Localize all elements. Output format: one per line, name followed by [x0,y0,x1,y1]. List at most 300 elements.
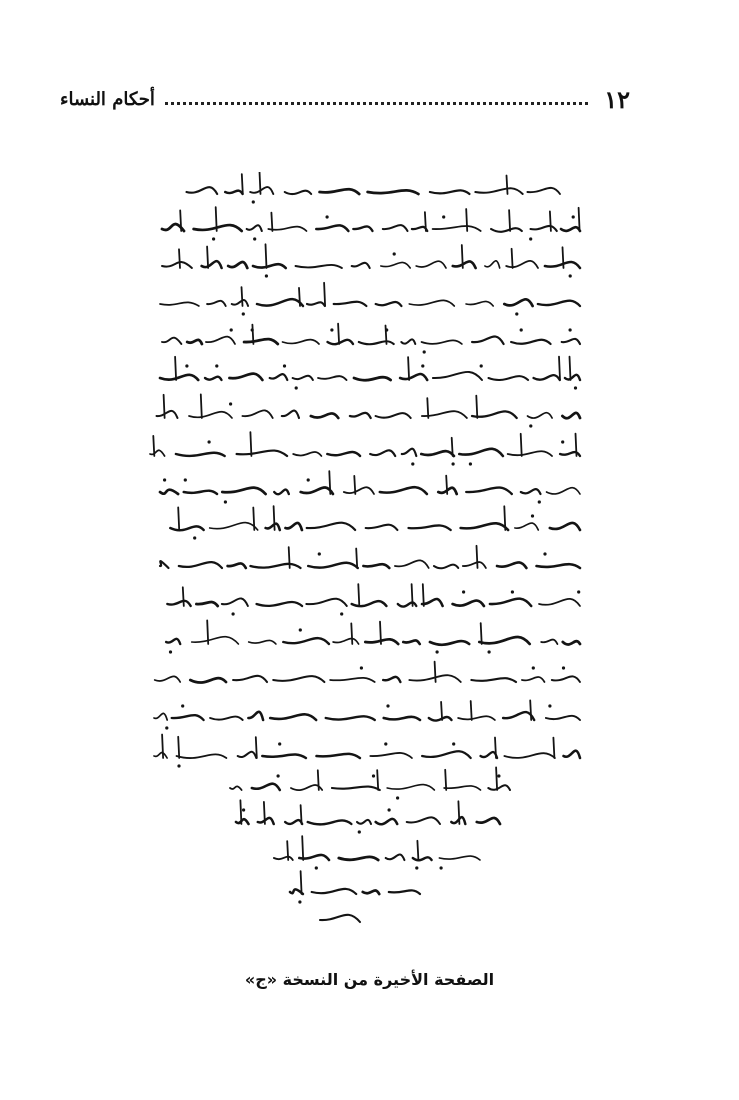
ink-stroke [400,374,427,380]
ink-stroke [530,700,531,720]
ink-stroke [422,751,471,758]
ink-stroke [429,717,452,721]
ink-stroke [541,640,557,644]
ink-stroke [262,754,306,758]
ink-stroke [167,601,190,606]
manuscript-line [162,324,580,354]
ink-stroke [461,523,509,530]
ink-stroke [423,584,424,606]
running-header [60,84,630,114]
ink-stroke [176,453,225,456]
ink-stroke [458,801,459,824]
ink-stroke [222,598,248,606]
ink-stroke [330,678,375,682]
manuscript-line [167,584,580,616]
ink-stroke [250,564,300,568]
ink-stroke [179,249,180,268]
ink-stroke [512,249,513,268]
ink-stroke [485,261,500,268]
ink-stroke [175,357,176,380]
ink-stroke [252,784,280,790]
ink-stroke [160,375,198,380]
ink-stroke [521,489,541,494]
ink-stroke [237,451,288,456]
ink-dot [277,774,280,777]
manuscript-line [230,767,510,799]
ink-stroke [550,523,580,530]
ink-stroke [408,357,409,380]
ink-stroke [253,508,254,531]
ink-dot [360,666,363,669]
ink-stroke [179,562,222,568]
manuscript-line [290,871,420,903]
ink-stroke [232,300,248,306]
ink-stroke [320,915,360,922]
ink-stroke [238,752,257,758]
ink-dot [278,742,281,745]
ink-stroke [201,394,202,418]
manuscript-line [160,283,580,316]
ink-dot [283,364,286,367]
ink-stroke [534,375,560,380]
ink-dot [358,830,361,833]
page-number: ١٢ [604,84,630,114]
ink-stroke [370,450,395,456]
ink-stroke [306,599,347,606]
ink-dot [562,666,565,669]
ink-stroke [471,701,472,720]
ink-stroke [466,301,493,306]
ink-stroke [553,738,554,758]
ink-stroke [228,262,247,268]
ink-stroke [352,601,387,606]
ink-stroke [266,524,280,530]
ink-stroke [286,523,302,530]
ink-stroke [503,712,534,720]
ink-dot [515,312,518,315]
ink-dot [232,612,235,615]
ink-stroke [301,871,302,894]
ink-stroke [358,584,359,606]
ink-stroke [247,225,262,231]
ink-stroke [398,602,417,606]
ink-stroke [441,702,442,720]
ink-stroke [537,564,581,568]
ink-dot [184,478,187,481]
ink-stroke [559,357,560,380]
ink-stroke [435,662,436,682]
ink-stroke [354,377,391,380]
ink-stroke [233,676,267,682]
ink-stroke [463,562,486,568]
ink-stroke [413,857,432,860]
ink-stroke [256,737,257,758]
ink-stroke [386,326,387,345]
ink-stroke [206,337,235,344]
ink-stroke [546,716,580,720]
ink-stroke [453,601,484,606]
ink-stroke [402,449,417,456]
ink-dot [548,704,551,707]
ink-dot [252,200,255,203]
ink-stroke [425,212,426,231]
ink-stroke [162,735,163,759]
ink-stroke [160,490,178,494]
ink-stroke [462,245,463,268]
ink-dot [165,726,168,729]
ink-dot [462,590,465,593]
ink-stroke [252,325,253,344]
ink-stroke [229,374,262,380]
ink-dot [532,666,535,669]
ink-dot [538,500,541,503]
ink-stroke [187,187,218,194]
ink-stroke [352,263,370,268]
ink-stroke [368,190,419,194]
ink-stroke [205,377,222,380]
ink-dot [423,350,426,353]
ink-stroke [285,820,302,824]
ink-stroke [506,261,538,268]
ink-stroke [476,396,477,418]
ink-dot [421,364,424,367]
ink-stroke [353,226,372,231]
ink-stroke [481,752,498,758]
ink-stroke [477,818,500,824]
ink-stroke [308,820,352,824]
ink-stroke [338,324,339,344]
ink-stroke [184,491,217,494]
ink-stroke [178,507,179,530]
ink-dot [208,440,211,443]
ink-stroke [260,172,261,194]
ink-stroke [289,547,290,568]
ink-stroke [339,857,378,860]
ink-stroke [271,213,272,231]
ink-stroke [318,770,319,790]
ink-stroke [565,375,580,380]
ink-dot [384,742,387,745]
ink-stroke [154,713,167,720]
ink-stroke [489,376,529,380]
manuscript-line [162,244,580,277]
ink-stroke [421,451,454,456]
ink-stroke [230,786,242,790]
ink-dot [488,650,491,653]
ink-stroke [363,564,389,568]
ink-stroke [538,301,580,306]
ink-dot [242,808,245,811]
ink-dot [295,386,298,389]
ink-stroke [273,676,324,682]
ink-stroke [562,413,580,418]
ink-stroke [570,357,571,380]
ink-stroke [497,562,526,568]
ink-dot [561,440,564,443]
ink-stroke [527,188,560,194]
manuscript-line [170,506,580,539]
ink-stroke [466,209,467,231]
ink-stroke [301,487,333,494]
ink-stroke [422,340,462,344]
ink-stroke [250,432,251,456]
ink-stroke [504,753,555,758]
ink-stroke [333,638,359,644]
figure-caption: الصفحة الأخيرة من النسخة «ج» [244,970,495,989]
manuscript-line [162,207,580,240]
ink-stroke [264,802,265,824]
ink-stroke [434,565,458,569]
ink-stroke [293,376,313,380]
ink-stroke [376,819,398,824]
ink-stroke [383,677,400,682]
ink-stroke [329,471,330,494]
ink-stroke [318,376,346,380]
ink-stroke [477,546,478,568]
ink-stroke [357,820,371,824]
ink-stroke [380,622,381,644]
ink-stroke [283,638,329,644]
ink-stroke [160,561,169,568]
ink-stroke [170,526,203,530]
ink-dot [307,478,310,481]
ink-stroke [317,754,360,758]
ink-stroke [154,753,167,758]
ink-stroke [384,717,420,720]
dotted-leader [165,102,588,105]
ink-dot [436,650,439,653]
ink-dot [265,274,268,277]
ink-stroke [387,785,434,790]
ink-dot [326,215,329,218]
ink-stroke [332,787,380,790]
ink-stroke [539,599,580,606]
ink-stroke [249,640,276,644]
ink-stroke [472,336,504,344]
ink-dot [224,500,227,503]
ink-stroke [202,261,222,268]
ink-stroke [242,174,243,194]
manuscript-line [166,620,580,653]
ink-dot [442,215,445,218]
ink-stroke [576,434,577,456]
ink-dot [385,328,388,331]
ink-dot [330,328,333,331]
ink-stroke [270,714,316,720]
ink-stroke [515,523,538,530]
ink-stroke [257,602,303,606]
ink-stroke [282,411,299,418]
ink-stroke [562,339,580,344]
ink-stroke [274,490,289,495]
ink-dot [569,328,572,331]
manuscript-line [187,172,561,204]
ink-stroke [196,602,217,606]
ink-stroke [257,299,303,306]
ink-stroke [496,767,497,790]
ink-stroke [490,599,531,606]
ink-stroke [307,523,356,530]
ink-stroke [471,678,516,682]
ink-stroke [311,413,339,418]
ink-stroke [430,641,469,645]
ink-stroke [439,856,480,860]
ink-stroke [187,340,202,344]
ink-stroke [316,225,348,231]
ink-stroke [370,753,412,758]
ink-stroke [508,451,552,456]
ink-stroke [250,187,273,194]
ink-dot [572,215,575,218]
ink-stroke [401,339,415,344]
ink-stroke [422,599,443,606]
ink-stroke [178,737,179,758]
ink-stroke [472,411,517,418]
ink-stroke [511,340,550,344]
ink-dot [185,364,188,367]
ink-stroke [366,525,398,530]
ink-stroke [383,225,408,231]
ink-dot [440,866,443,869]
ink-stroke [270,374,288,380]
ink-stroke [495,738,496,759]
ink-dot [411,462,414,465]
ink-stroke [244,339,278,344]
running-header-title: أحكام النساء [60,88,155,110]
ink-dot [169,650,172,653]
ink-stroke [180,210,181,231]
ink-stroke [376,302,402,306]
ink-dot [531,514,534,517]
ink-stroke [283,340,320,344]
manuscript-line [154,735,580,768]
ink-stroke [160,302,199,306]
ink-stroke [504,506,505,530]
ink-stroke [386,854,405,860]
ink-dot [574,386,577,389]
manuscript-line [154,700,580,729]
ink-stroke [452,438,453,456]
ink-stroke [189,412,232,418]
ink-stroke [458,716,495,720]
ink-stroke [351,623,352,644]
ink-stroke [153,436,154,456]
ink-stroke [166,639,180,644]
handwriting-scan [140,172,620,932]
ink-dot [298,900,301,903]
ink-stroke [354,476,355,494]
ink-stroke [488,785,510,790]
ink-stroke [552,676,580,682]
ink-stroke [225,191,242,194]
manuscript-line [150,432,580,466]
manuscript-line [160,471,580,503]
ink-stroke [403,640,419,644]
ink-dot [299,628,302,631]
ink-stroke [291,785,322,790]
ink-dot [529,424,532,427]
ink-stroke [285,191,312,194]
ink-stroke [453,261,476,268]
ink-dot [577,590,580,593]
ink-stroke [164,395,165,418]
ink-dot [193,536,196,539]
ink-stroke [207,301,226,306]
ink-dot [388,808,391,811]
ink-stroke [268,227,306,231]
ink-stroke [376,413,411,418]
ink-dot [242,312,245,315]
ink-stroke [253,264,286,268]
ink-stroke [301,805,302,824]
ink-stroke [389,890,420,894]
ink-stroke [491,228,522,232]
ink-stroke [334,302,367,306]
ink-stroke [328,340,354,344]
ink-stroke [350,413,371,418]
ink-stroke [522,677,545,682]
ink-stroke [547,488,581,494]
ink-stroke [344,487,374,494]
ink-stroke [216,207,217,231]
manuscript-line [157,394,581,427]
ink-stroke [561,227,580,231]
ink-stroke [427,398,428,418]
ink-stroke [528,413,553,418]
ink-dot [480,364,483,367]
ink-stroke [162,262,192,268]
ink-stroke [409,525,451,530]
ink-stroke [242,410,272,418]
manuscript-line [236,800,500,833]
ink-dot [181,704,184,707]
ink-dot [543,552,546,555]
manuscript-line [320,915,360,922]
ink-stroke [466,488,512,494]
ink-stroke [531,226,557,231]
ink-stroke [395,560,429,568]
ink-stroke [444,786,480,790]
ink-dot [230,328,233,331]
ink-stroke [266,244,267,268]
ink-stroke [183,587,184,606]
ink-dot [511,590,514,593]
ink-stroke [162,338,181,344]
ink-dot [163,478,166,481]
ink-dot [497,774,500,777]
ink-dot [340,612,343,615]
ink-stroke [521,434,522,456]
ink-stroke [481,623,482,644]
ink-stroke [274,857,293,860]
ink-stroke [177,754,227,758]
ink-stroke [359,341,394,344]
ink-stroke [356,549,357,569]
ink-stroke [308,563,358,568]
ink-dot [396,796,399,799]
ink-stroke [207,620,208,644]
ink-stroke [416,261,446,268]
ink-stroke [409,300,454,306]
ink-stroke [192,637,239,644]
manuscript-line [160,546,580,568]
ink-stroke [407,817,440,824]
ink-stroke [377,770,378,790]
ink-dot [372,774,375,777]
ink-stroke [380,487,427,494]
ink-stroke [299,288,300,306]
ink-stroke [563,247,564,268]
